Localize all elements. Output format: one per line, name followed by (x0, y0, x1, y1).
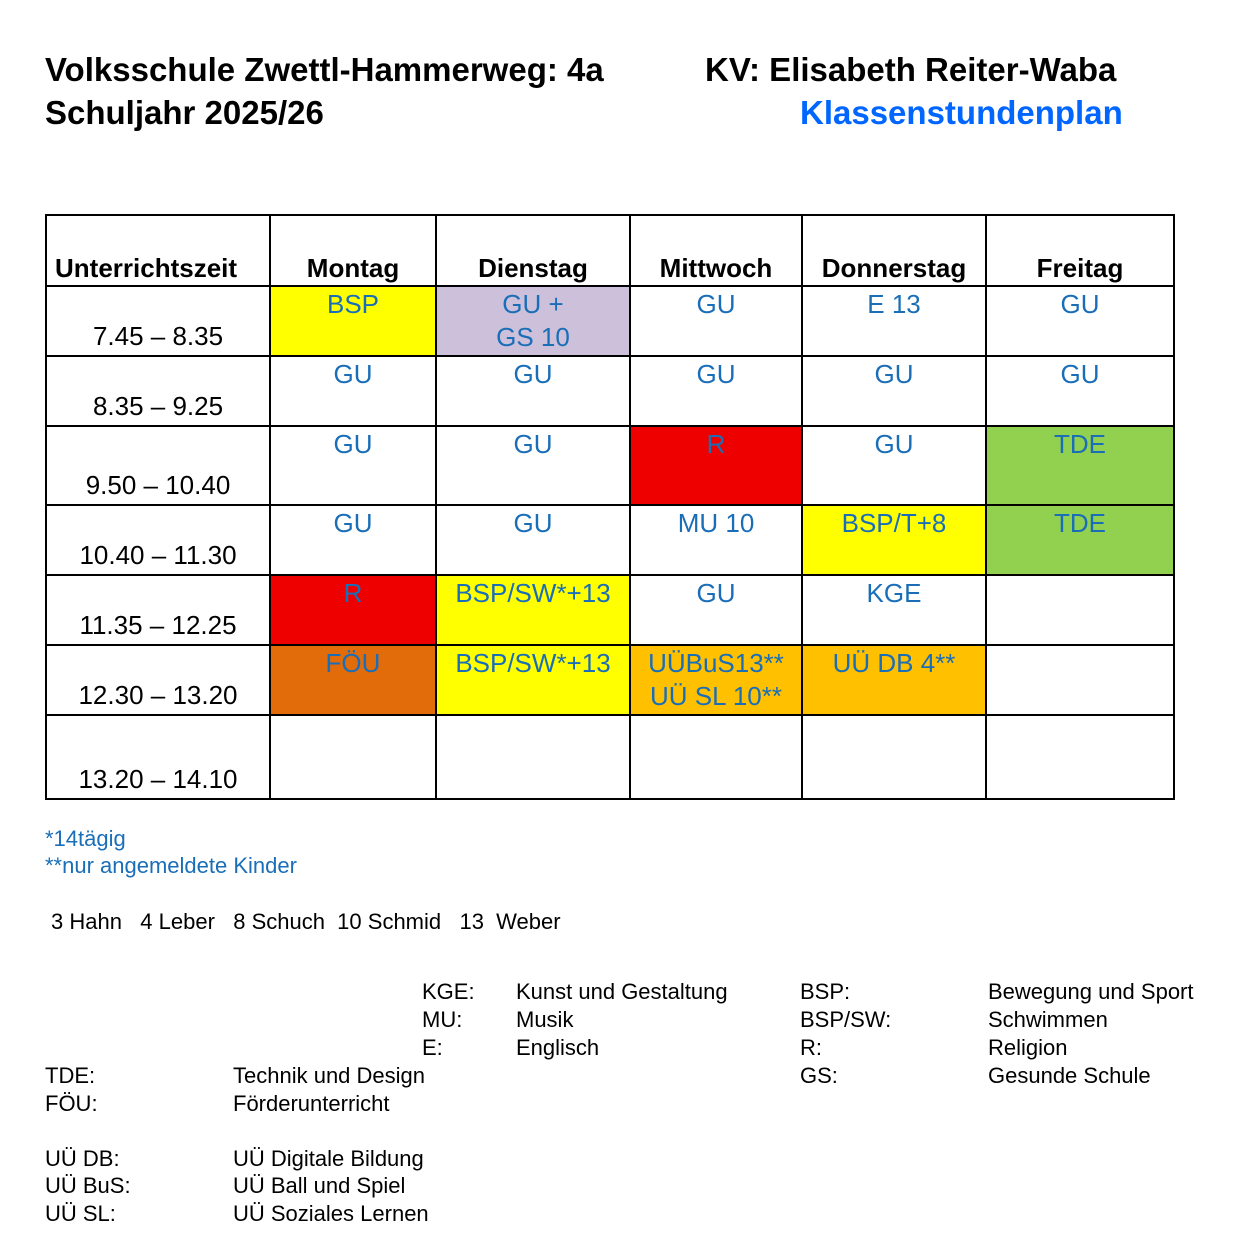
time-slot: 8.35 – 9.25 (46, 356, 270, 426)
lesson-cell (270, 715, 436, 799)
header-wednesday: Mittwoch (630, 215, 802, 286)
lesson-cell (630, 715, 802, 799)
legend-abbr: R: (800, 1035, 822, 1060)
lesson-label: GU (696, 289, 736, 319)
lesson-cell (630, 356, 802, 426)
lesson-cell (802, 356, 986, 426)
time-slot: 13.20 – 14.10 (46, 715, 270, 799)
legend-abbr: UÜ DB: (45, 1146, 120, 1171)
legend-abbr: MU: (422, 1007, 463, 1032)
time-slot: 10.40 – 11.30 (46, 505, 270, 575)
lesson-cell (436, 575, 630, 645)
legend-desc: Gesunde Schule (988, 1063, 1151, 1088)
legend-desc: Technik und Design (233, 1063, 426, 1088)
table-row (46, 426, 1174, 505)
lesson-cell (986, 505, 1174, 575)
legend-desc: Bewegung und Sport (988, 979, 1194, 1004)
table-row (46, 356, 1174, 426)
school-class-title: Volksschule Zwettl-Hammerweg: 4a (45, 51, 604, 88)
lesson-label: BSP/SW*+13 (455, 648, 611, 678)
legend-abbr: GS: (800, 1063, 838, 1088)
legend-abbr: E: (422, 1035, 443, 1060)
header-thursday: Donnerstag (802, 215, 986, 286)
lesson-label: UÜ DB 4** (832, 648, 956, 678)
legend-desc: Förderunterricht (233, 1091, 390, 1116)
lesson-cell (802, 505, 986, 575)
lesson-label: GU (513, 359, 553, 389)
lesson-cell (436, 426, 630, 505)
lesson-label: FÖU (325, 648, 381, 678)
lesson-label: GU (513, 508, 553, 538)
lesson-label: R (706, 429, 726, 459)
lesson-cell (270, 356, 436, 426)
header-tuesday: Dienstag (436, 215, 630, 286)
lesson-cell (270, 426, 436, 505)
lesson-label: GU (333, 359, 373, 389)
footnote-biweekly: *14tägig (45, 826, 126, 851)
lesson-label: TDE (1054, 429, 1106, 459)
lesson-label: KGE (866, 578, 922, 608)
lesson-label: GU (333, 429, 373, 459)
table-row (46, 645, 1174, 715)
lesson-label: GU (874, 359, 914, 389)
header-monday: Montag (270, 215, 436, 286)
lesson-cell (436, 286, 630, 356)
lesson-label: R (343, 578, 363, 608)
legend-desc: Englisch (516, 1035, 600, 1060)
lesson-cell (802, 715, 986, 799)
lesson-label: GU + (502, 289, 564, 319)
legend-abbr: UÜ BuS: (45, 1173, 131, 1198)
lesson-label: UÜ SL 10** (650, 681, 782, 711)
legend-desc: Kunst und Gestaltung (516, 979, 728, 1004)
lesson-cell (802, 645, 986, 715)
lesson-cell (270, 645, 436, 715)
footnote-registered: **nur angemeldete Kinder (45, 853, 297, 878)
time-slot: 7.45 – 8.35 (46, 286, 270, 356)
lesson-cell (986, 575, 1174, 645)
legend-desc: Schwimmen (988, 1007, 1108, 1032)
lesson-cell (986, 356, 1174, 426)
lesson-cell (436, 645, 630, 715)
lesson-cell (436, 505, 630, 575)
lesson-label: GU (333, 508, 373, 538)
header-friday: Freitag (986, 215, 1174, 286)
lesson-label: GU (696, 578, 736, 608)
lesson-cell (802, 426, 986, 505)
plan-label: Klassenstundenplan (800, 94, 1123, 131)
legend-desc: Musik (516, 1007, 574, 1032)
lesson-cell (802, 286, 986, 356)
lesson-cell (630, 426, 802, 505)
lesson-cell (630, 505, 802, 575)
header-time: Unterrichtszeit (46, 215, 270, 286)
legend-desc: Religion (988, 1035, 1068, 1060)
lesson-cell (986, 426, 1174, 505)
lesson-label: BSP (326, 289, 380, 319)
legend-abbr: FÖU: (45, 1091, 98, 1116)
lesson-label: GU (696, 359, 736, 389)
lesson-cell (436, 715, 630, 799)
lesson-label: BSP/SW*+13 (455, 578, 611, 608)
time-slot: 9.50 – 10.40 (46, 426, 270, 505)
lesson-label: GU (874, 429, 914, 459)
legend-abbr: TDE: (45, 1063, 96, 1088)
table-row (46, 286, 1174, 356)
legend-abbr: BSP/SW: (800, 1007, 892, 1032)
lesson-cell (630, 645, 802, 715)
lesson-label: GU (1060, 289, 1100, 319)
lesson-label: GU (1060, 359, 1100, 389)
lesson-cell (986, 715, 1174, 799)
lesson-cell (986, 286, 1174, 356)
legend-desc: UÜ Soziales Lernen (233, 1201, 429, 1226)
table-row (46, 505, 1174, 575)
table-row (46, 715, 1174, 799)
lesson-label: BSP/T+8 (841, 508, 947, 538)
table-row (46, 575, 1174, 645)
lesson-label: UÜBuS13** (648, 648, 784, 678)
time-slot: 12.30 – 13.20 (46, 645, 270, 715)
lesson-label: E 13 (867, 289, 921, 319)
lesson-cell (630, 575, 802, 645)
lesson-cell (270, 575, 436, 645)
lesson-cell (630, 286, 802, 356)
legend-desc: UÜ Digitale Bildung (233, 1146, 424, 1171)
school-year: Schuljahr 2025/26 (45, 94, 324, 131)
lesson-label: GS 10 (496, 322, 570, 352)
lesson-cell (436, 356, 630, 426)
timetable (45, 214, 1175, 800)
legend-desc: UÜ Ball und Spiel (233, 1173, 406, 1198)
lesson-cell (802, 575, 986, 645)
legend-abbr: BSP: (800, 979, 851, 1004)
legend-abbr: UÜ SL: (45, 1201, 116, 1226)
legend-abbr: KGE: (422, 979, 475, 1004)
lesson-label: GU (513, 429, 553, 459)
lesson-label: TDE (1054, 508, 1106, 538)
lesson-label: MU 10 (677, 508, 755, 538)
class-teacher: KV: Elisabeth Reiter-Waba (705, 51, 1117, 88)
lesson-cell (270, 286, 436, 356)
teacher-numbers: 3 Hahn 4 Leber 8 Schuch 10 Schmid 13 Weber (51, 909, 561, 934)
lesson-cell (986, 645, 1174, 715)
lesson-cell (270, 505, 436, 575)
time-slot: 11.35 – 12.25 (46, 575, 270, 645)
